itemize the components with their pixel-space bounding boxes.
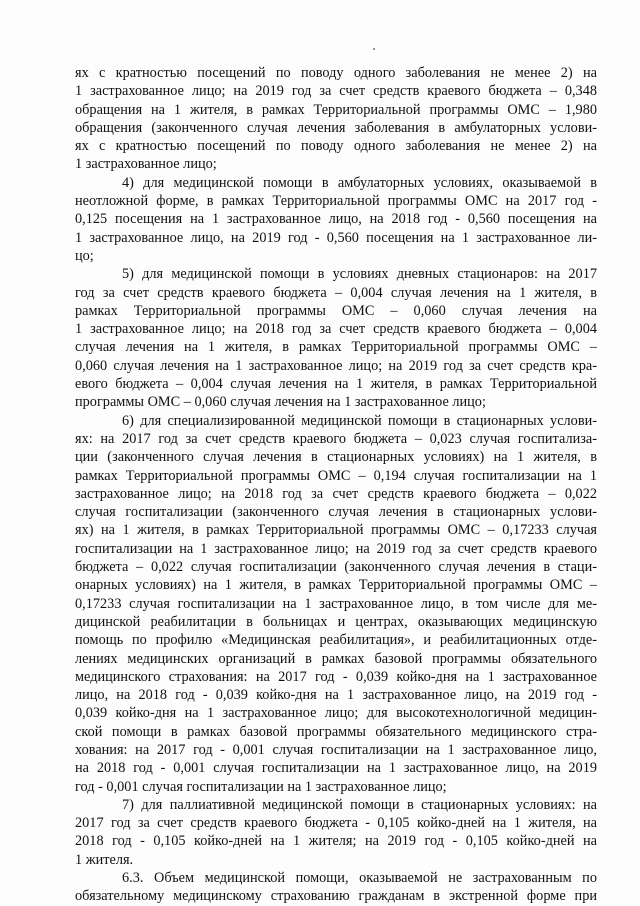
text-line: бюджета – 0,022 случая госпитализации (законченного случая лечения в стаци- (75, 559, 597, 576)
text-line: госпитализации на 1 застрахованное лицо; на 2019 год за счет средств краевого (75, 540, 597, 557)
text-line: 2018 год - 0,105 койко-дней на 1 жителя; на 2019 год - 0,105 койко-дней на (75, 833, 597, 850)
text-line: 1 застрахованное лицо; (75, 156, 217, 173)
text-line: евого бюджета – 0,004 случая лечения на 1 жителя, в рамках Территориальной (75, 376, 597, 393)
text-line: лицо, на 2018 год - 0,039 койко-дня на 1 застрахованное лицо, на 2019 год - (75, 687, 597, 704)
text-line: лениях медицинских организаций в рамках базовой программы обязательного (75, 650, 597, 667)
text-line: обязательному медицинскому страхованию гражданам в экстренной форме при (75, 888, 597, 905)
text-line: 0,125 посещения на 1 застрахованное лицо, на 2018 год - 0,560 посещения на (75, 211, 597, 228)
text-line: 4) для медицинской помощи в амбулаторных условиях, оказываемой в (122, 174, 597, 191)
text-line: ях) на 1 жителя, в рамках Территориальной программы ОМС – 0,17233 случая (75, 522, 597, 539)
text-line: 1 застрахованное лицо; на 2018 год за счет средств краевого бюджета – 0,004 (75, 321, 597, 338)
text-line: 0,060 случая лечения на 1 застрахованное лицо; на 2019 год за счет средств кра- (75, 357, 597, 374)
text-line: ях с кратностью посещений по поводу одного заболевания не менее 2) на (75, 65, 597, 81)
text-line: 6.3. Объем медицинской помощи, оказываемой не застрахованным по (122, 870, 597, 887)
text-line: 6) для специализированной медицинской помощи в стационарных услови- (122, 412, 597, 429)
text-line: год - 0,001 случая госпитализации на 1 застрахованное лицо; (75, 778, 447, 795)
text-line: ской помощи в рамках базовой программы обязательного медицинского стра- (75, 723, 597, 740)
text-line: ции (законченного случая лечения в стационарных условиях) на 1 жителя, в (75, 449, 597, 466)
text-line: обращения (законченного случая лечения заболевания в амбулаторных услови- (75, 119, 597, 136)
text-line: 2017 год за счет средств краевого бюджета - 0,105 койко-дней на 1 жителя, на (75, 815, 597, 832)
text-line: застрахованное лицо; на 2018 год за счет средств краевого бюджета – 0,022 (75, 485, 597, 502)
text-line: 1 застрахованное лицо; на 2019 год за счет средств краевого бюджета – 0,348 (75, 83, 597, 100)
text-line: хования: на 2017 год - 0,001 случая госпитализации на 1 застрахованное лицо, (75, 741, 597, 758)
text-line: медицинского страхования: на 2017 год - 0,039 койко-дня на 1 застрахованное (75, 668, 597, 685)
text-line: случая госпитализации (законченного случая лечения в стационарных услови- (75, 504, 597, 521)
text-line: обращения на 1 жителя, в рамках Территориальной программы ОМС – 1,980 (75, 101, 597, 118)
text-line: 7) для паллиативной медицинской помощи в стационарных условиях: на (122, 796, 597, 813)
text-line: 0,17233 случая госпитализации на 1 застрахованное лицо, в том числе для ме- (75, 595, 597, 612)
document-body-text (75, 64, 597, 906)
text-line: 0,039 койко-дня на 1 застрахованное лицо; для высокотехнологичной медицин- (75, 705, 597, 722)
text-line: 1 жителя. (75, 851, 134, 868)
text-line: случая лечения на 1 жителя, в рамках Территориальной программы ОМС – (75, 339, 597, 356)
text-line: цо; (75, 247, 94, 264)
text-line: 5) для медицинской помощи в условиях дневных стационаров: на 2017 (122, 266, 597, 283)
text-line: ях с кратностью посещений по поводу одного заболевания не менее 2) на (75, 138, 597, 155)
text-line: ях: на 2017 год за счет средств краевого бюджета – 0,023 случая госпитализа- (75, 430, 597, 447)
text-line: программы ОМС – 0,060 случая лечения на 1 застрахованное лицо; (75, 394, 486, 411)
text-line: на 2018 год - 0,001 случая госпитализации на 1 застрахованное лицо, на 2019 (75, 760, 597, 777)
text-line: год за счет средств краевого бюджета – 0,004 случая лечения на 1 жителя, в (75, 284, 597, 301)
text-line: 1 застрахованное лицо, на 2019 год - 0,560 посещения на 1 застрахованное ли- (75, 229, 597, 246)
text-line: рамках Территориальной программы ОМС – 0,194 случая госпитализации на 1 (75, 467, 597, 484)
text-line: помощь по профилю «Медицинская реабилитация», и реабилитационных отде- (75, 632, 597, 649)
text-line: дицинской реабилитации в больницах и центрах, оказывающих медицинскую (75, 613, 597, 630)
text-line: онарных условиях) на 1 жителя, в рамках Территориальной программы ОМС – (75, 577, 597, 594)
scan-speck (373, 48, 375, 50)
text-line: неотложной форме, в рамках Территориальной программы ОМС на 2017 год - (75, 193, 597, 210)
text-line: рамках Территориальной программы ОМС – 0,060 случая лечения на (75, 302, 597, 319)
